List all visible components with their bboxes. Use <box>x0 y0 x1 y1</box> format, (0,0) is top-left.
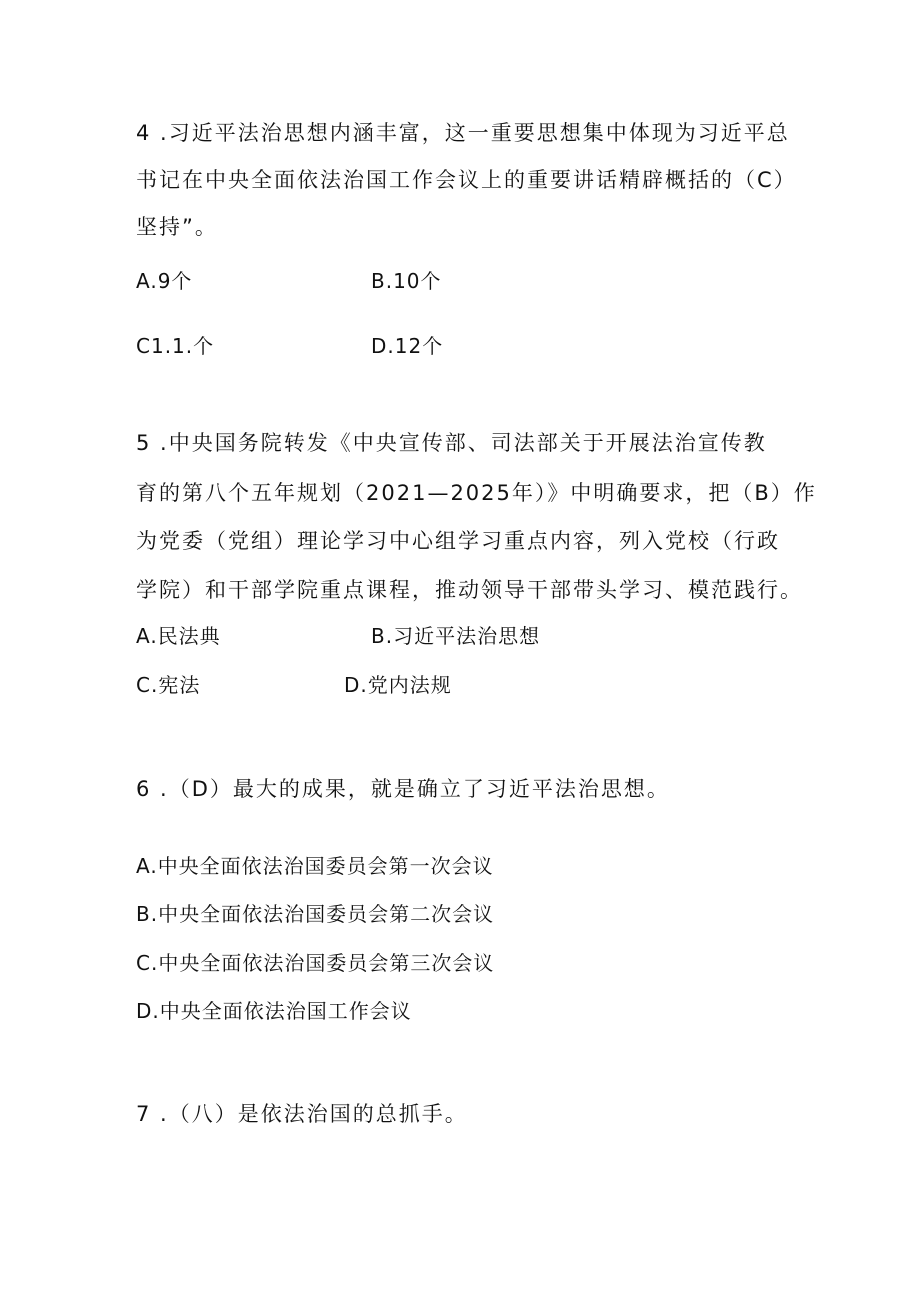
question-5-option-c: C.宪法 <box>136 673 201 697</box>
question-5-line-1: 5 .中央国务院转发《中央宣传部、司法部关于开展法治宣传教 <box>136 431 767 455</box>
question-7-line-1: 7 .（八）是依法治国的总抓手。 <box>136 1102 468 1126</box>
question-4-option-b: B.10个 <box>371 269 442 293</box>
question-6-option-a: A.中央全面依法治国委员会第一次会议 <box>136 854 494 878</box>
question-4-line-1: 4 .习近平法治思想内涵丰富，这一重要思想集中体现为习近平总 <box>136 121 790 145</box>
question-5-option-b: B.习近平法治思想 <box>371 624 541 648</box>
question-6-option-d: D.中央全面依法治国工作会议 <box>136 999 412 1023</box>
question-6-option-b: B.中央全面依法治国委员会第二次会议 <box>136 902 495 926</box>
question-4-option-c: C1.1.个 <box>136 334 215 358</box>
question-5-line-2: 育的第八个五年规划（2021—2025年）》中明确要求，把（B）作 <box>136 481 817 505</box>
question-5-line-3: 为党委（党组）理论学习中心组学习重点内容，列入党校（行政 <box>136 529 780 553</box>
question-6-option-c: C.中央全面依法治国委员会第三次会议 <box>136 951 495 975</box>
question-5-option-d: D.党内法规 <box>344 673 452 697</box>
question-5-line-4: 学院）和干部学院重点课程，推动领导干部带头学习、模范践行。 <box>136 578 803 602</box>
question-4-option-a: A.9个 <box>136 269 193 293</box>
question-4-line-3: 坚持”。 <box>136 215 218 239</box>
question-4-option-d: D.12个 <box>371 334 444 358</box>
question-6-line-1: 6 .（D）最大的成果，就是确立了习近平法治思想。 <box>136 777 670 801</box>
question-5-option-a: A.民法典 <box>136 624 221 648</box>
question-4-line-2: 书记在中央全面依法治国工作会议上的重要讲话精辟概括的（C） <box>136 168 797 192</box>
